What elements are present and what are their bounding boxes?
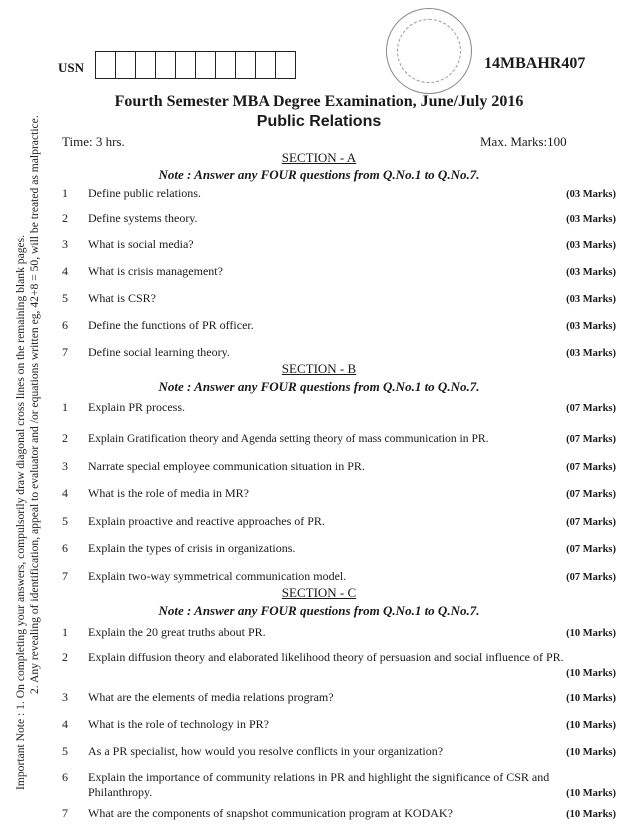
question-number: 5 — [62, 514, 68, 528]
important-note-line-2: 2. Any revealing of identification, appeal to evaluator and /or equations written eg, 42+8 = 50, will be treated as malpractice. — [28, 115, 41, 694]
question-text: Define public relations. — [88, 186, 201, 200]
usn-label: USN — [58, 60, 85, 75]
question-number: 3 — [62, 459, 68, 473]
question-text: What are the elements of media relations program? — [88, 690, 334, 704]
question-number: 6 — [62, 541, 68, 555]
question-number: 7 — [62, 345, 68, 359]
question-marks: (07 Marks) — [566, 462, 616, 473]
question-text: Define social learning theory. — [88, 345, 230, 359]
section-b-note: Note : Answer any FOUR questions from Q.No.1 to Q.No.7. — [158, 379, 480, 394]
question-marks: (10 Marks) — [566, 693, 616, 704]
question-number: 5 — [62, 744, 68, 758]
usn-box — [175, 51, 196, 79]
question-marks: (03 Marks) — [566, 294, 616, 305]
max-marks: Max. Marks:100 — [480, 134, 567, 149]
question-number: 2 — [62, 211, 68, 225]
question-number: 3 — [62, 690, 68, 704]
question-marks: (07 Marks) — [566, 403, 616, 414]
question-marks: (10 Marks) — [566, 747, 616, 758]
question-number: 7 — [62, 569, 68, 583]
question-text: Explain two-way symmetrical communication model. — [88, 569, 347, 583]
question-marks: (07 Marks) — [566, 489, 616, 500]
question-text: What is social media? — [88, 237, 194, 251]
question-marks: (10 Marks) — [566, 809, 616, 820]
usn-box — [155, 51, 176, 79]
time-allowed: Time: 3 hrs. — [62, 134, 125, 149]
question-text: Explain the types of crisis in organizations. — [88, 541, 296, 555]
question-text: What is crisis management? — [88, 264, 223, 278]
section-b-heading: SECTION - B — [281, 361, 357, 376]
question-text: What is CSR? — [88, 291, 156, 305]
library-stamp — [386, 8, 472, 94]
question-text: Explain the importance of community relations in PR and highlight the significance of CSR and Philanthropy. — [88, 770, 550, 799]
question-number: 3 — [62, 237, 68, 251]
question-number: 6 — [62, 770, 68, 784]
important-note-line-1: Important Note : 1. On completing your answers, compulsorily draw diagonal cross lines on the remaining blank pages. — [14, 234, 27, 790]
question-marks: (10 Marks) — [566, 628, 616, 639]
question-text: Explain diffusion theory and elaborated likelihood theory of persuasion and social influence of PR. — [88, 650, 564, 664]
question-text: What is the role of technology in PR? — [88, 717, 269, 731]
exam-title: Fourth Semester MBA Degree Examination, June/July 2016 — [114, 93, 524, 110]
question-number: 4 — [62, 717, 68, 731]
question-marks: (03 Marks) — [566, 240, 616, 251]
question-number: 5 — [62, 291, 68, 305]
question-marks: (03 Marks) — [566, 267, 616, 278]
usn-box — [215, 51, 236, 79]
question-marks: (10 Marks) — [566, 668, 616, 679]
question-marks: (07 Marks) — [566, 572, 616, 583]
usn-box — [115, 51, 136, 79]
question-number: 4 — [62, 486, 68, 500]
usn-box — [275, 51, 296, 79]
question-text: What is the role of media in MR? — [88, 486, 249, 500]
question-text: As a PR specialist, how would you resolve conflicts in your organization? — [88, 744, 444, 758]
section-a-note: Note : Answer any FOUR questions from Q.No.1 to Q.No.7. — [158, 167, 480, 182]
question-marks: (03 Marks) — [566, 189, 616, 200]
question-text: Narrate special employee communication situation in PR. — [88, 459, 365, 473]
section-c-note: Note : Answer any FOUR questions from Q.No.1 to Q.No.7. — [158, 603, 480, 618]
question-number: 7 — [62, 806, 68, 820]
question-marks: (10 Marks) — [566, 720, 616, 731]
question-text: Explain proactive and reactive approaches of PR. — [88, 514, 325, 528]
question-text: Define systems theory. — [88, 211, 198, 225]
question-number: 2 — [62, 431, 68, 445]
question-number: 1 — [62, 625, 68, 639]
usn-box — [95, 51, 116, 79]
subject-code: 14MBAHR407 — [484, 55, 586, 72]
question-number: 6 — [62, 318, 68, 332]
question-text: What are the components of snapshot communication program at KODAK? — [88, 806, 453, 820]
section-c-heading: SECTION - C — [281, 585, 357, 600]
question-text: Explain the 20 great truths about PR. — [88, 625, 266, 639]
question-number: 1 — [62, 186, 68, 200]
question-marks: (07 Marks) — [566, 544, 616, 555]
question-marks: (07 Marks) — [566, 434, 616, 445]
question-marks: (03 Marks) — [566, 214, 616, 225]
usn-box — [255, 51, 276, 79]
section-a-heading: SECTION - A — [281, 150, 357, 165]
subject-title: Public Relations — [256, 113, 382, 130]
question-number: 1 — [62, 400, 68, 414]
question-number: 4 — [62, 264, 68, 278]
question-marks: (03 Marks) — [566, 348, 616, 359]
question-marks: (03 Marks) — [566, 321, 616, 332]
question-marks: (07 Marks) — [566, 517, 616, 528]
usn-box — [235, 51, 256, 79]
question-marks: (10 Marks) — [566, 788, 616, 799]
question-text: Explain Gratification theory and Agenda setting theory of mass communication in PR. — [88, 432, 489, 445]
question-text: Define the functions of PR officer. — [88, 318, 254, 332]
question-number: 2 — [62, 650, 68, 664]
question-text: Explain PR process. — [88, 400, 185, 414]
usn-boxes — [96, 51, 296, 79]
usn-box — [195, 51, 216, 79]
usn-box — [135, 51, 156, 79]
